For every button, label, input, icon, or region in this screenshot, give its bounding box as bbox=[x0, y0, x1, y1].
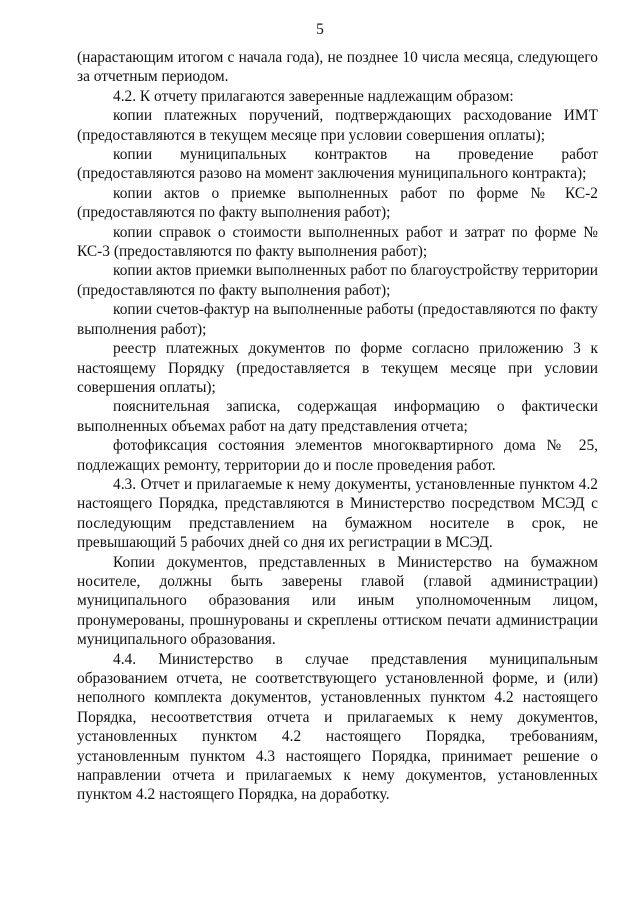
paragraph: 4.3. Отчет и прилагаемые к нему документы, установленные пунктом 4.2 настоящего Порядка, представляются в Министерство посредством МСЭД с последующим представлением на бумажном носителе в срок, не превышающий 5 рабочих дней со дня их регистрации в МСЭД. bbox=[77, 475, 598, 552]
paragraph: копии счетов-фактур на выполненные работы (предоставляются по факту выполнения работ); bbox=[77, 301, 598, 338]
paragraph: реестр платежных документов по форме согласно приложению 3 к настоящему Порядку (предоставляется в текущем месяце при условии совершения оплаты); bbox=[77, 340, 598, 396]
paragraph: 4.2. К отчету прилагаются заверенные надлежащим образом: bbox=[113, 87, 514, 105]
document-body bbox=[77, 48, 598, 805]
page-number: 5 bbox=[316, 21, 324, 38]
paragraph: пояснительная записка, содержащая информацию о фактически выполненных объемах работ на дату представления отчета; bbox=[77, 398, 598, 435]
paragraph: Копии документов, представленных в Министерство на бумажном носителе, должны быть заверены главой (главой администрации) муниципального образования или иным уполномоченным лицом, пронумерованы, прошнурованы и скреплены оттиском печати администрации муниципального образования. bbox=[77, 553, 598, 649]
paragraph: копии муниципальных контрактов на проведение работ (предоставляются разово на момент заключения муниципального контракта); bbox=[77, 146, 598, 183]
paragraph: 4.4. Министерство в случае представления муниципальным образованием отчета, не соответствующего установленной форме, и (или) неполного комплекта документов, установленных пунктом 4.2 настоящего Порядка, несоответствия отчета и прилагаемых к нему документов, установленных пунктом 4.2 настоящего Порядка, требованиям, установленным пунктом 4.3 настоящего Порядка, принимает решение о направлении отчета и прилагаемых к нему документов, установленных пунктом 4.2 настоящего Порядка, на доработку. bbox=[77, 650, 598, 804]
paragraph: фотофиксация состояния элементов многоквартирного дома № 25, подлежащих ремонту, территории до и после проведения работ. bbox=[77, 437, 598, 474]
paragraph: копии платежных поручений, подтверждающих расходование ИМТ (предоставляются в текущем месяце при условии совершения оплаты); bbox=[77, 107, 598, 144]
paragraph: копии актов приемки выполненных работ по благоустройству территории (предоставляются по факту выполнения работ); bbox=[77, 262, 598, 299]
paragraph: копии актов о приемке выполненных работ по форме № КС-2 (предоставляются по факту выполнения работ); bbox=[77, 184, 598, 222]
paragraph: копии справок о стоимости выполненных работ и затрат по форме № КС-3 (предоставляются по факту выполнения работ); bbox=[77, 223, 598, 261]
paragraph: (нарастающим итогом с начала года), не позднее 10 числа месяца, следующего за отчетным периодом. bbox=[77, 49, 598, 86]
